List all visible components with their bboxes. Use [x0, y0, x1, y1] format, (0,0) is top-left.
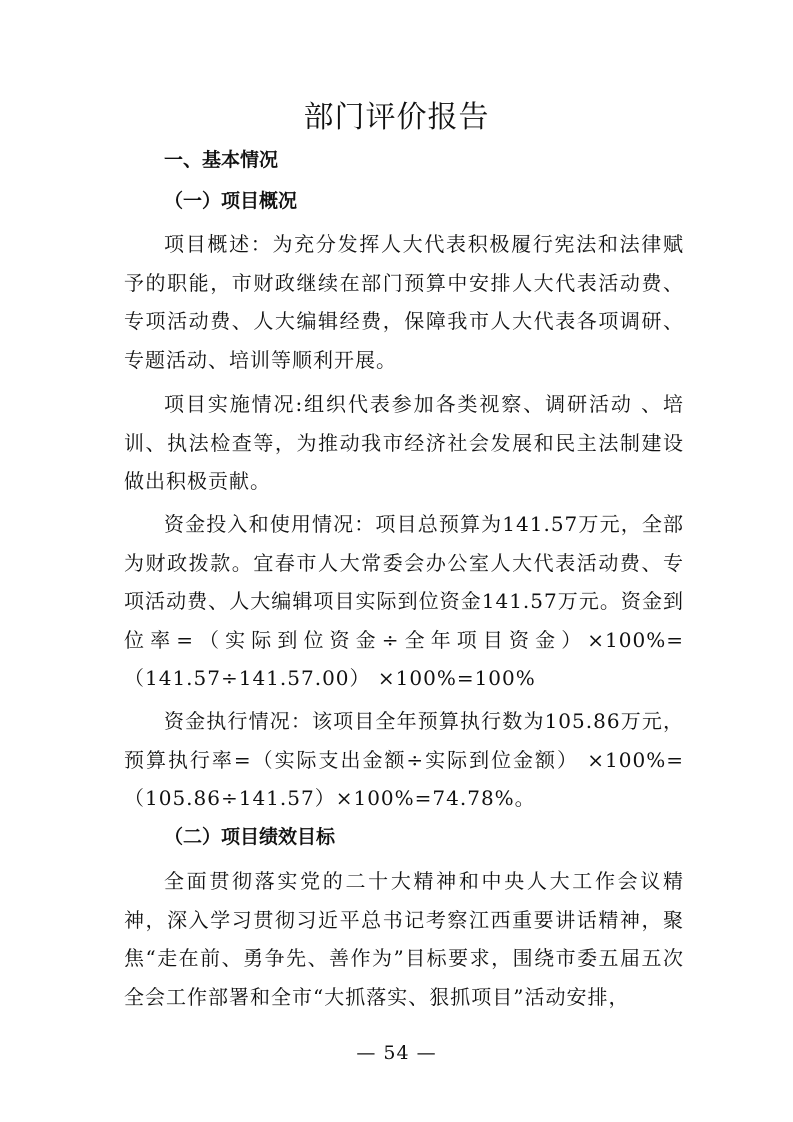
subsection-heading-performance-goals: （二）项目绩效目标 [164, 826, 336, 848]
paragraph-implementation: 项目实施情况:组织代表参加各类视察、调研活动 、培训、执法检查等，为推动我市经济社会发展和民主法制建设做出积极贡献。 [124, 392, 684, 493]
page-title: 部门评价报告 [303, 100, 490, 135]
paragraph-project-overview: 项目概述：为充分发挥人大代表积极履行宪法和法律赋予的职能，市财政继续在部门预算中安排人大代表活动费、专项活动费、人大编辑经费，保障我市人大代表各项调研、专题活动、培训等顺利开展。 [124, 232, 684, 372]
section-heading-basic-info: 一、基本情况 [164, 149, 279, 171]
subsection-heading-project-overview: （一）项目概况 [164, 190, 298, 212]
page-number: — 54 — [356, 1042, 437, 1064]
paragraph-performance-goals: 全面贯彻落实党的二十大精神和中央人大工作会议精神，深入学习贯彻习近平总书记考察江西重要讲话精神，聚焦“走在前、勇争先、善作为”目标要求，围绕市委五届五次全会工作部署和全市“大抓落实、狠抓项目”活动安排， [124, 869, 684, 1009]
paragraph-funding-execution: 资金执行情况：该项目全年预算执行数为105.86万元，预算执行率=（实际支出金额÷实际到位金额） ×100%=（105.86÷141.57）×100%=74.78%。 [124, 709, 684, 810]
paragraph-funding-input: 资金投入和使用情况：项目总预算为141.57万元，全部为财政拨款。宜春市人大常委会办公室人大代表活动费、专项活动费、人大编辑项目实际到位资金141.57万元。资金到位率=（实际到位资金÷全年项目资金）×100%=（141.57÷141.57.00） ×100%=100% [124, 512, 684, 690]
